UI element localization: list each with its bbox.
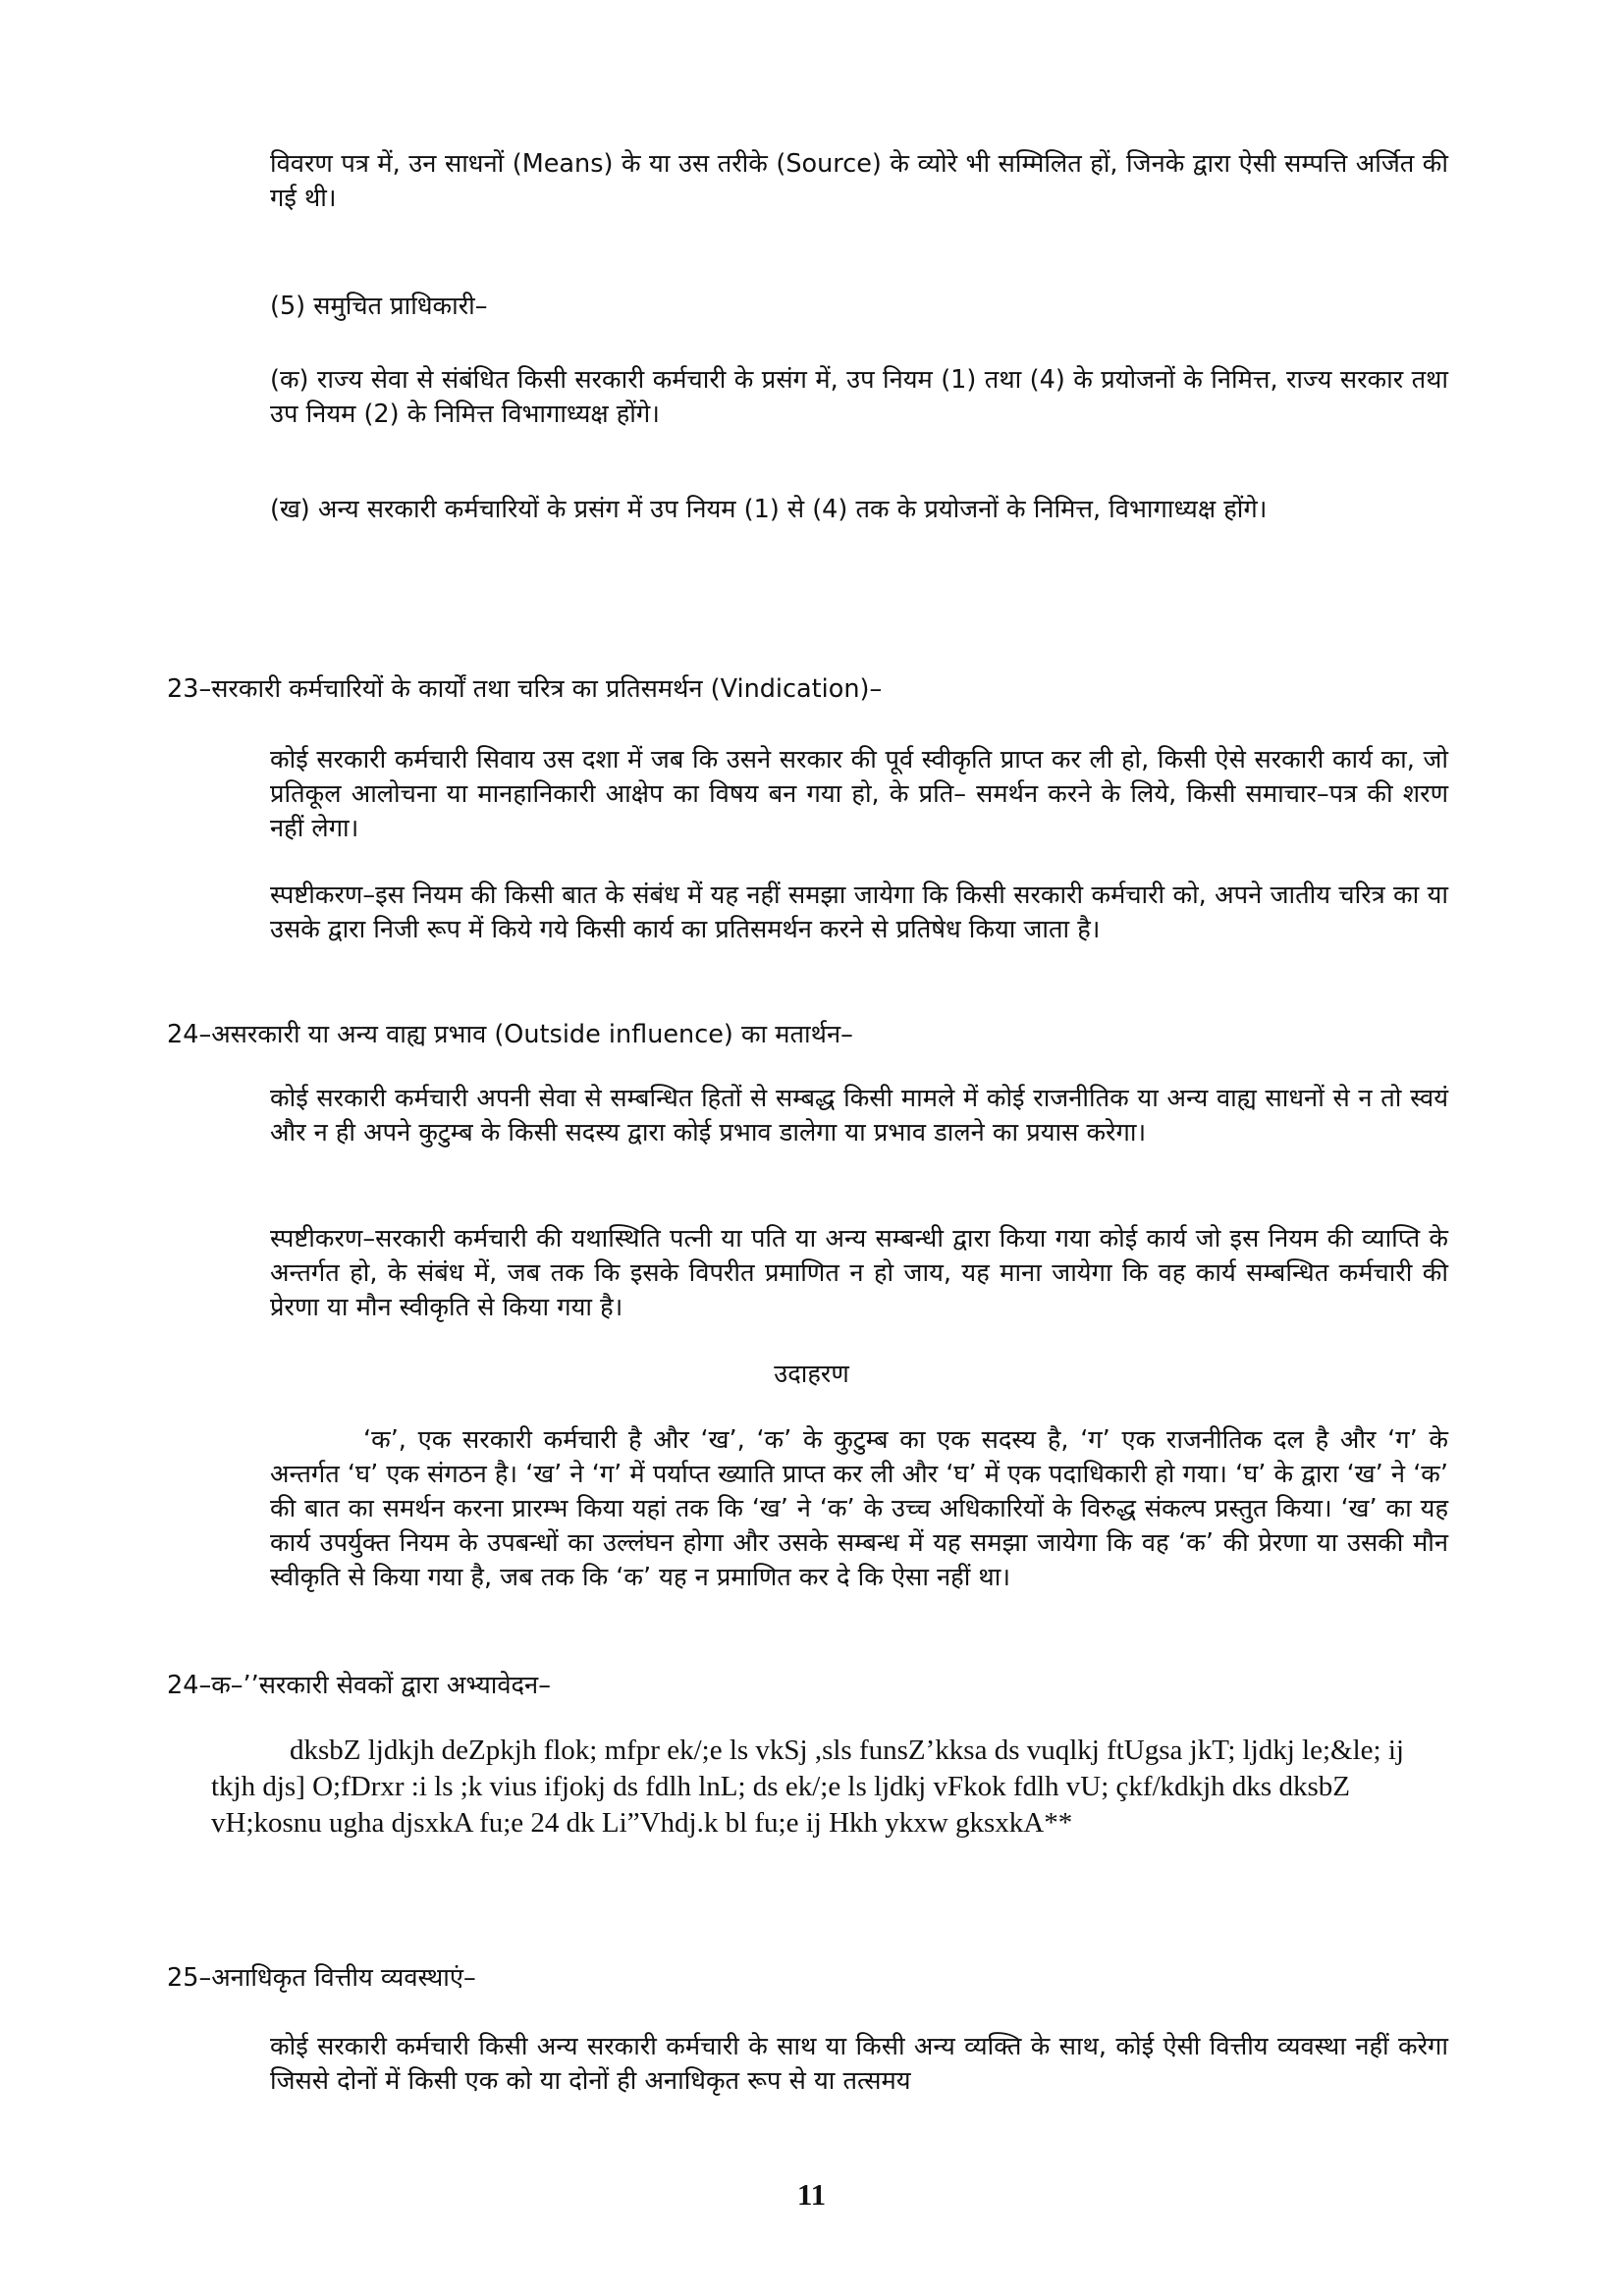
rule-25-paragraph: कोई सरकारी कर्मचारी किसी अन्य सरकारी कर्मचारी के साथ या किसी अन्य व्यक्ति के साथ, कोई ऐसी वित्तीय व्यवस्था नहीं करेगा जिससे दोनों में किसी एक को या दोनों ही अनाधिकृत रूप से या तत्समय [270,2032,1448,2096]
subrule-5-clause-kha: (ख) अन्य सरकारी कर्मचारियों के प्रसंग में उप नियम (1) से (4) तक के प्रयोजनों के निमित्त, विभागाध्यक्ष होंगे। [270,495,1268,524]
rule-24ka-heading: 24–क–’’सरकारी सेवकों द्वारा अभ्यावेदन– [167,1671,551,1700]
rule-24-explanation: स्पष्टीकरण–सरकारी कर्मचारी की यथास्थिति पत्नी या पति या अन्य सम्बन्धी द्वारा किया गया कोई कार्य जो इस नियम की व्याप्ति के अन्तर्गत हो, के संबंध में, जब तक कि इसके विपरीत प्रमाणित न हो जाय, यह माना जायेगा कि वह कार्य सम्बन्धित कर्मचारी की प्रेरणा या मौन स्वीकृति से किया गया है। [270,1224,1448,1322]
rule-25-heading: 25–अनाधिकृत वित्तीय व्यवस्थाएं– [167,1963,476,1993]
example-paragraph: ‘क’, एक सरकारी कर्मचारी है और ‘ख’, ‘क’ के कुटुम्ब का एक सदस्य है, ‘ग’ एक राजनीतिक दल है और ‘ग’ के अन्तर्गत ‘घ’ एक संगठन है। ‘ख’ ने ‘ग’ में पर्याप्त ख्याति प्राप्त कर ली और ‘घ’ में एक पदाधिकारी हो गया। ‘घ’ के द्वारा ‘ख’ ने ‘क’ की बात का समर्थन करना प्रारम्भ किया यहां तक कि ‘ख’ ने ‘क’ के उच्च अधिकारियों के विरुद्ध संकल्प प्रस्तुत किया। ‘ख’ का यह कार्य उपर्युक्त नियम के उपबन्धों का उल्लंघन होगा और उसके सम्बन्ध में यह समझा जायेगा कि वह ‘क’ की प्रेरणा या उसकी मौन स्वीकृति से किया गया है, जब तक कि ‘क’ यह न प्रमाणित कर दे कि ऐसा नहीं था। [270,1425,1448,1592]
rule-23-explanation: स्पष्टीकरण–इस नियम की किसी बात के संबंध में यह नहीं समझा जायेगा कि किसी सरकारी कर्मचारी को, अपने जातीय चरित्र का या उसके द्वारा निजी रूप में किये गये किसी कार्य का प्रतिसमर्थन करने से प्रतिषेध किया जाता है। [270,881,1448,944]
page-number: 11 [796,2177,827,2212]
rule-24-heading: 24–असरकारी या अन्य वाह्य प्रभाव (Outside influence) का मतार्थन– [167,1020,853,1049]
rule-24ka-garbled-text: dksbZ ljdkjh deZpkjh flok; mfpr ek/;e ls vkSj ,sls funsZ’kksa ds vuqlkj ftUgsa jkT; ljdkj le;&le; ij tkjh djs] O;fDrxr :i ls ;k vius ifjokj ds fdlh lnL; ds ek/;e ls ljdkj vFkok fdlh vU; çkf/kdkjh dks dksbZ vH;kosnu ugha djsxkA fu;e 24 dk Li”Vhdj.k bl fu;e ij Hkh ykxw gksxkA** [211,1735,1404,1839]
rule-23-heading: 23–सरकारी कर्मचारियों के कार्यों तथा चरित्र का प्रतिसमर्थन (Vindication)– [167,674,883,704]
rule-23-paragraph: कोई सरकारी कर्मचारी सिवाय उस दशा में जब कि उसने सरकार की पूर्व स्वीकृति प्राप्त कर ली हो, किसी ऐसे सरकारी कार्य का, जो प्रतिकूल आलोचना या मानहानिकारी आक्षेप का विषय बन गया हो, के प्रति– समर्थन करने के लिये, किसी समाचार–पत्र की शरण नहीं लेगा। [270,745,1448,843]
continuation-paragraph: विवरण पत्र में, उन साधनों (Means) के या उस तरीके (Source) के व्योरे भी सम्मिलित हों, जिनके द्वारा ऐसी सम्पत्ति अर्जित की गई थी। [270,149,1448,213]
subrule-5-clause-ka: (क) राज्य सेवा से संबंधित किसी सरकारी कर्मचारी के प्रसंग में, उप नियम (1) तथा (4) के प्रयोजनों के निमित्त, राज्य सरकार तथा उप नियम (2) के निमित्त विभागाध्यक्ष होंगे। [270,365,1448,429]
subrule-5-heading: (5) समुचित प्राधिकारी– [270,292,488,321]
example-title: उदाहरण [774,1360,849,1389]
rule-24-paragraph: कोई सरकारी कर्मचारी अपनी सेवा से सम्बन्धित हितों से सम्बद्ध किसी मामले में कोई राजनीतिक या अन्य वाह्य साधनों से न तो स्वयं और न ही अपने कुटुम्ब के किसी सदस्य द्वारा कोई प्रभाव डालेगा या प्रभाव डालने का प्रयास करेगा। [270,1084,1448,1148]
